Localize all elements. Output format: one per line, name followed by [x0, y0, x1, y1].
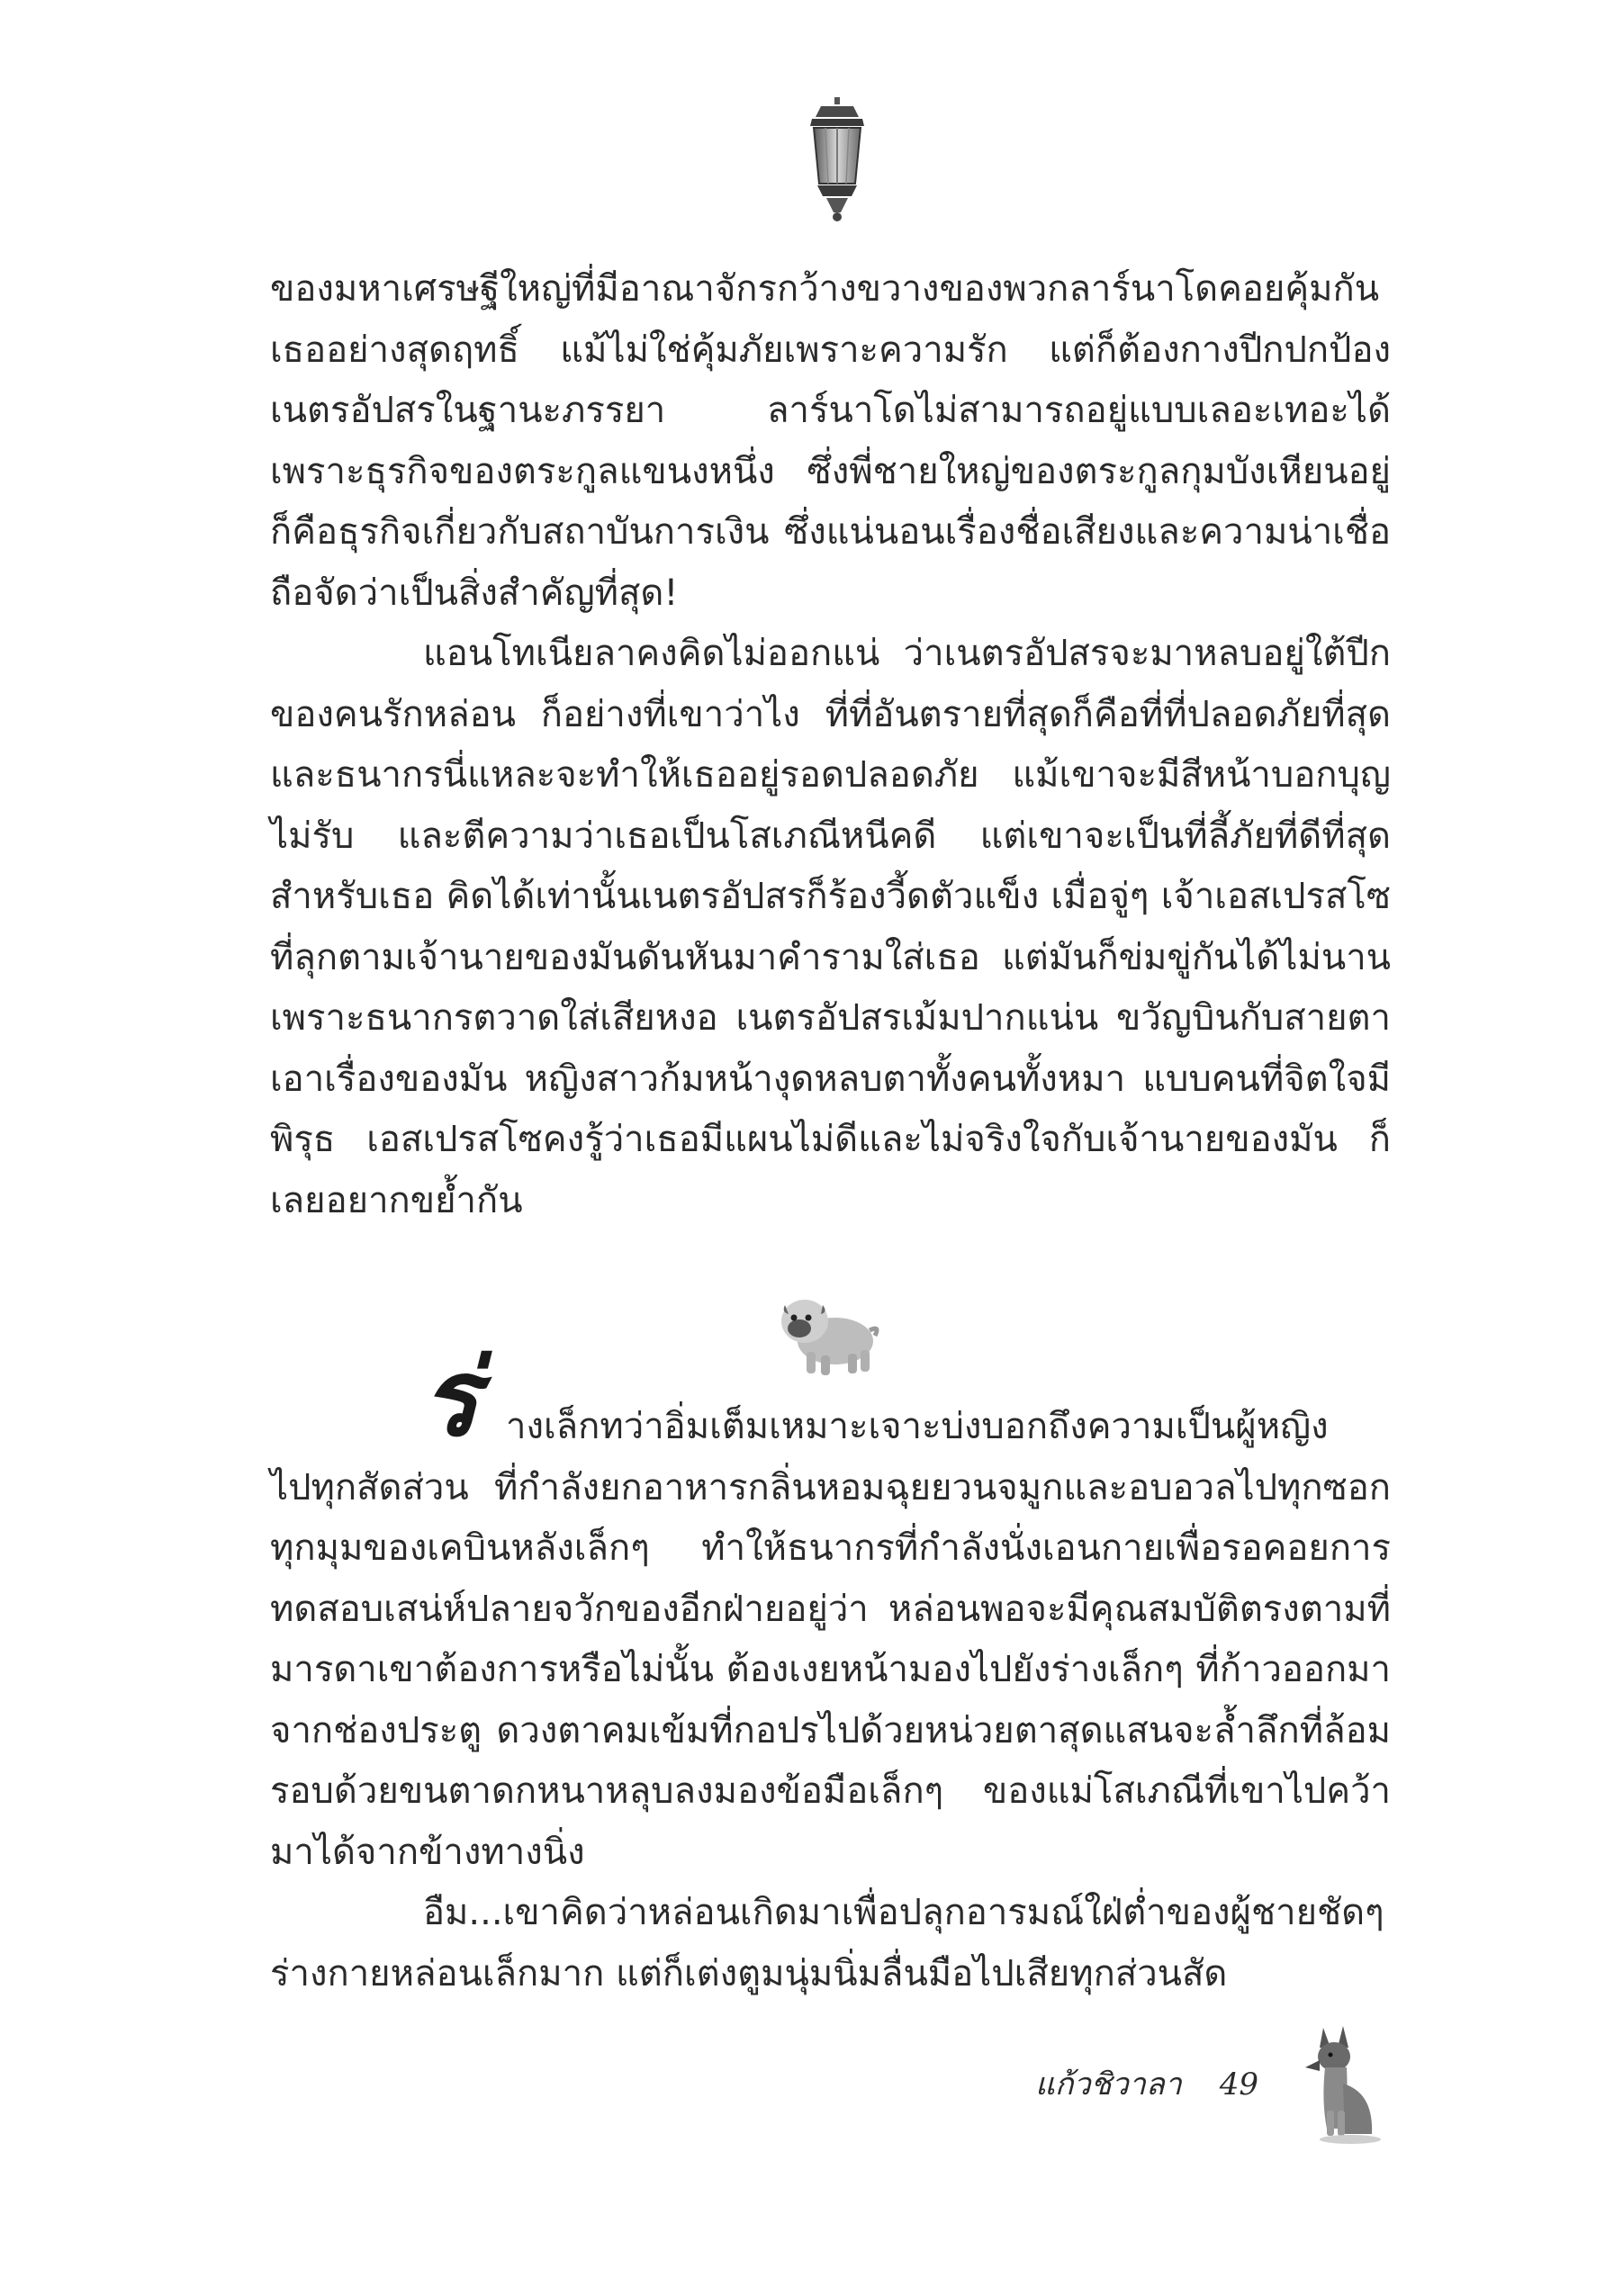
lantern-icon	[801, 97, 873, 223]
sitting-dog-icon	[1296, 2021, 1386, 2147]
paragraph: ของมหาเศรษฐีใหญ่ที่มีอาณาจักรกว้างขวางของพวกลาร์นาโดคอยคุ้มกันเธออย่างสุดฤทธิ์ แม้ไม่ใช่คุ้มภัยเพราะความรัก แต่ก็ต้องกางปีกปกป้องเนตรอัปสรในฐานะภรรยา ลาร์นาโดไม่สามารถอยู่แบบเลอะเทอะได้ เพราะธุรกิจของตระกูลแขนงหนึ่ง ซึ่งพี่ชายใหญ่ของตระกูลกุมบังเหียนอยู่ ก็คือธุรกิจเกี่ยวกับสถาบันการเงิน ซึ่งแน่นอนเรื่องชื่อเสียงและความน่าเชื่อถือจัดว่าเป็นสิ่งสำคัญที่สุด!	[270, 268, 1391, 614]
paragraph: อืม...เขาคิดว่าหล่อนเกิดมาเพื่อปลุกอารมณ์ใฝ่ต่ำของผู้ชายชัดๆ ร่างกายหล่อนเล็กมาก แต่ก็เต่งตูมนุ่มนิ่มลื่นมือไปเสียทุกส่วนสัด	[270, 1892, 1384, 1994]
page-number: 49	[1219, 2066, 1259, 2102]
text-block-bottom	[270, 1336, 1391, 2004]
book-title: แก้วชิวาลา	[1035, 2066, 1182, 2102]
first-line-text: างเล็กทว่าอิ่มเต็มเหมาะเจาะบ่งบอกถึงความเป็นผู้หญิง	[506, 1406, 1329, 1447]
paragraph: แอนโทเนียลาคงคิดไม่ออกแน่ ว่าเนตรอัปสรจะมาหลบอยู่ใต้ปีกของคนรักหล่อน ก็อย่างที่เขาว่าไง ที่ที่อันตรายที่สุดก็คือที่ที่ปลอดภัยที่สุด และธนากรนี่แหละจะทำให้เธออยู่รอดปลอดภัย แม้เขาจะมีสีหน้าบอกบุญไม่รับ และตีความว่าเธอเป็นโสเภณีหนีคดี แต่เขาจะเป็นที่ลี้ภัยที่ดีที่สุดสำหรับเธอ คิดได้เท่านั้นเนตรอัปสรก็ร้องวี้ดตัวแข็ง เมื่อจู่ๆ เจ้าเอสเปรสโซที่ลุกตามเจ้านายของมันดันหันมาคำรามใส่เธอ แต่มันก็ข่มขู่กันได้ไม่นานเพราะธนากรตวาดใส่เสียหงอ เนตรอัปสรเม้มปากแน่น ขวัญบินกับสายตาเอาเรื่องของมัน หญิงสาวก้มหน้างุดหลบตาทั้งคนทั้งหมา แบบคนที่จิตใจมีพิรุธ เอสเปรสโซคงรู้ว่าเธอมีแผนไม่ดีและไม่จริงใจกับเจ้านายของมัน ก็เลยอยากขย้ำกัน	[270, 633, 1391, 1221]
text-block-top	[270, 259, 1391, 1231]
paragraph-with-drop-cap	[270, 1336, 1391, 1460]
paragraph: ไปทุกสัดส่วน ที่กำลังยกอาหารกลิ่นหอมฉุยยวนจมูกและอบอวลไปทุกซอกทุกมุมของเคบินหลังเล็กๆ ทำให้ธนากรที่กำลังนั่งเอนกายเพื่อรอคอยการทดสอบเสน่ห์ปลายจวักของอีกฝ่ายอยู่ว่า หล่อนพอจะมีคุณสมบัติตรงตามที่มารดาเขาต้องการหรือไม่นั้น ต้องเงยหน้ามองไปยังร่างเล็กๆ ที่ก้าวออกมาจากช่องประตู ดวงตาคมเข้มที่กอปรไปด้วยหน่วยตาสุดแสนจะล้ำลึกที่ล้อมรอบด้วยขนตาดกหนาหลุบลงมองข้อมือเล็กๆ ของแม่โสเภณีที่เขาไปคว้ามาได้จากข้างทางนิ่ง	[270, 1466, 1391, 1873]
pug-dog-icon	[772, 1285, 884, 1381]
page-footer	[1035, 2059, 1258, 2108]
drop-cap: ร่	[421, 1336, 479, 1460]
